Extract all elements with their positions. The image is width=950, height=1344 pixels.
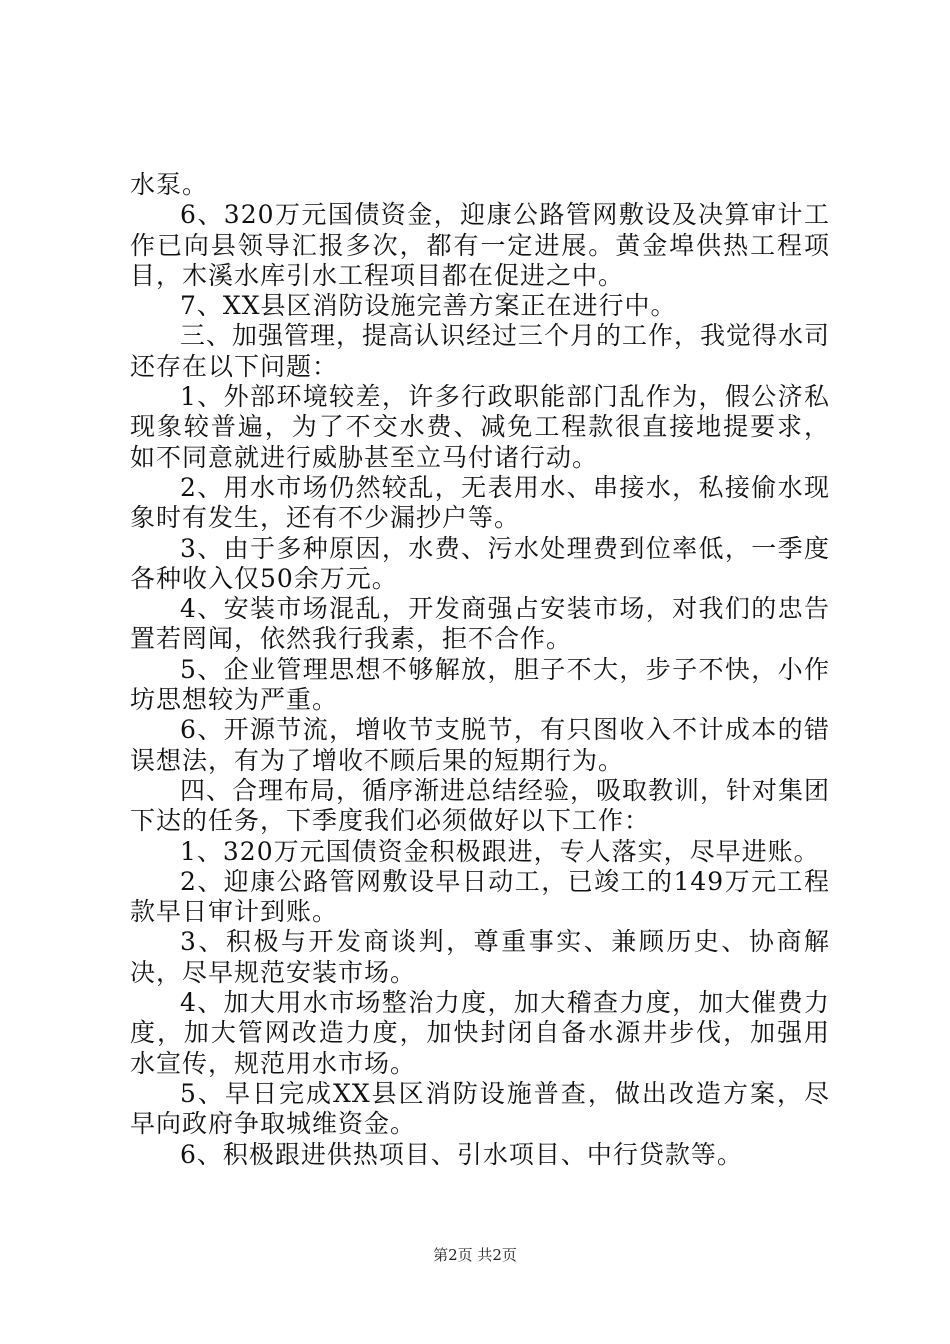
paragraph-9: 5、企业管理思想不够解放，胆子不大，步子不快，小作坊思想较为严重。 [130,654,830,715]
paragraph-6: 2、用水市场仍然较乱，无表用水、串接水，私接偷水现象时有发生，还有不少漏抄户等。 [130,472,830,533]
paragraph-16: 5、早日完成XX县区消防设施普查，做出改造方案，尽早向政府争取城维资金。 [130,1078,830,1139]
paragraph-1: 水泵。 [130,170,209,199]
paragraph-4: 三、加强管理，提高认识经过三个月的工作，我觉得水司还存在以下问题： [130,321,831,381]
document-body [130,170,830,1170]
paragraph-5: 1、外部环境较差，许多行政职能部门乱作为，假公济私现象较普遍，为了不交水费、减免工程款很直接地提要求，如不同意就进行威胁甚至立马付诸行动。 [130,382,830,472]
paragraph-17: 6、积极跟进供热项目、引水项目、中行贷款等。 [180,1139,743,1169]
paragraph-12: 1、320万元国债资金积极跟进，专人落实，尽早进账。 [180,836,820,866]
paragraph-15: 4、加大用水市场整治力度，加大稽查力度，加大催费力度，加大管网改造力度，加快封闭自备水源井步伐，加强用水宣传，规范用水市场。 [130,988,830,1078]
paragraph-10: 6、开源节流，增收节支脱节，有只图收入不计成本的错误想法，有为了增收不顾后果的短期行为。 [130,715,830,775]
paragraph-7: 3、由于多种原因，水费、污水处理费到位率低，一季度各种收入仅50余万元。 [130,533,830,593]
paragraph-11: 四、合理布局，循序渐进总结经验，吸取教训，针对集团下达的任务，下季度我们必须做好以下工作： [130,775,831,836]
paragraph-3: 7、XX县区消防设施完善方案正在进行中。 [180,291,677,321]
paragraph-14: 3、积极与开发商谈判，尊重事实、兼顾历史、协商解决，尽早规范安装市场。 [130,927,830,987]
paragraph-8: 4、安装市场混乱，开发商强占安装市场，对我们的忠告置若罔闻，依然我行我素，拒不合作。 [130,594,830,654]
paragraph-13: 2、迎康公路管网敷设早日动工，已竣工的149万元工程款早日审计到账。 [130,866,830,927]
paragraph-2: 6、320万元国债资金，迎康公路管网敷设及决算审计工作已向县领导汇报多次，都有一定进展。黄金埠供热工程项目，木溪水库引水工程项目都在促进之中。 [130,200,830,290]
page-number-footer: 第2页 共2页 [433,1246,517,1264]
